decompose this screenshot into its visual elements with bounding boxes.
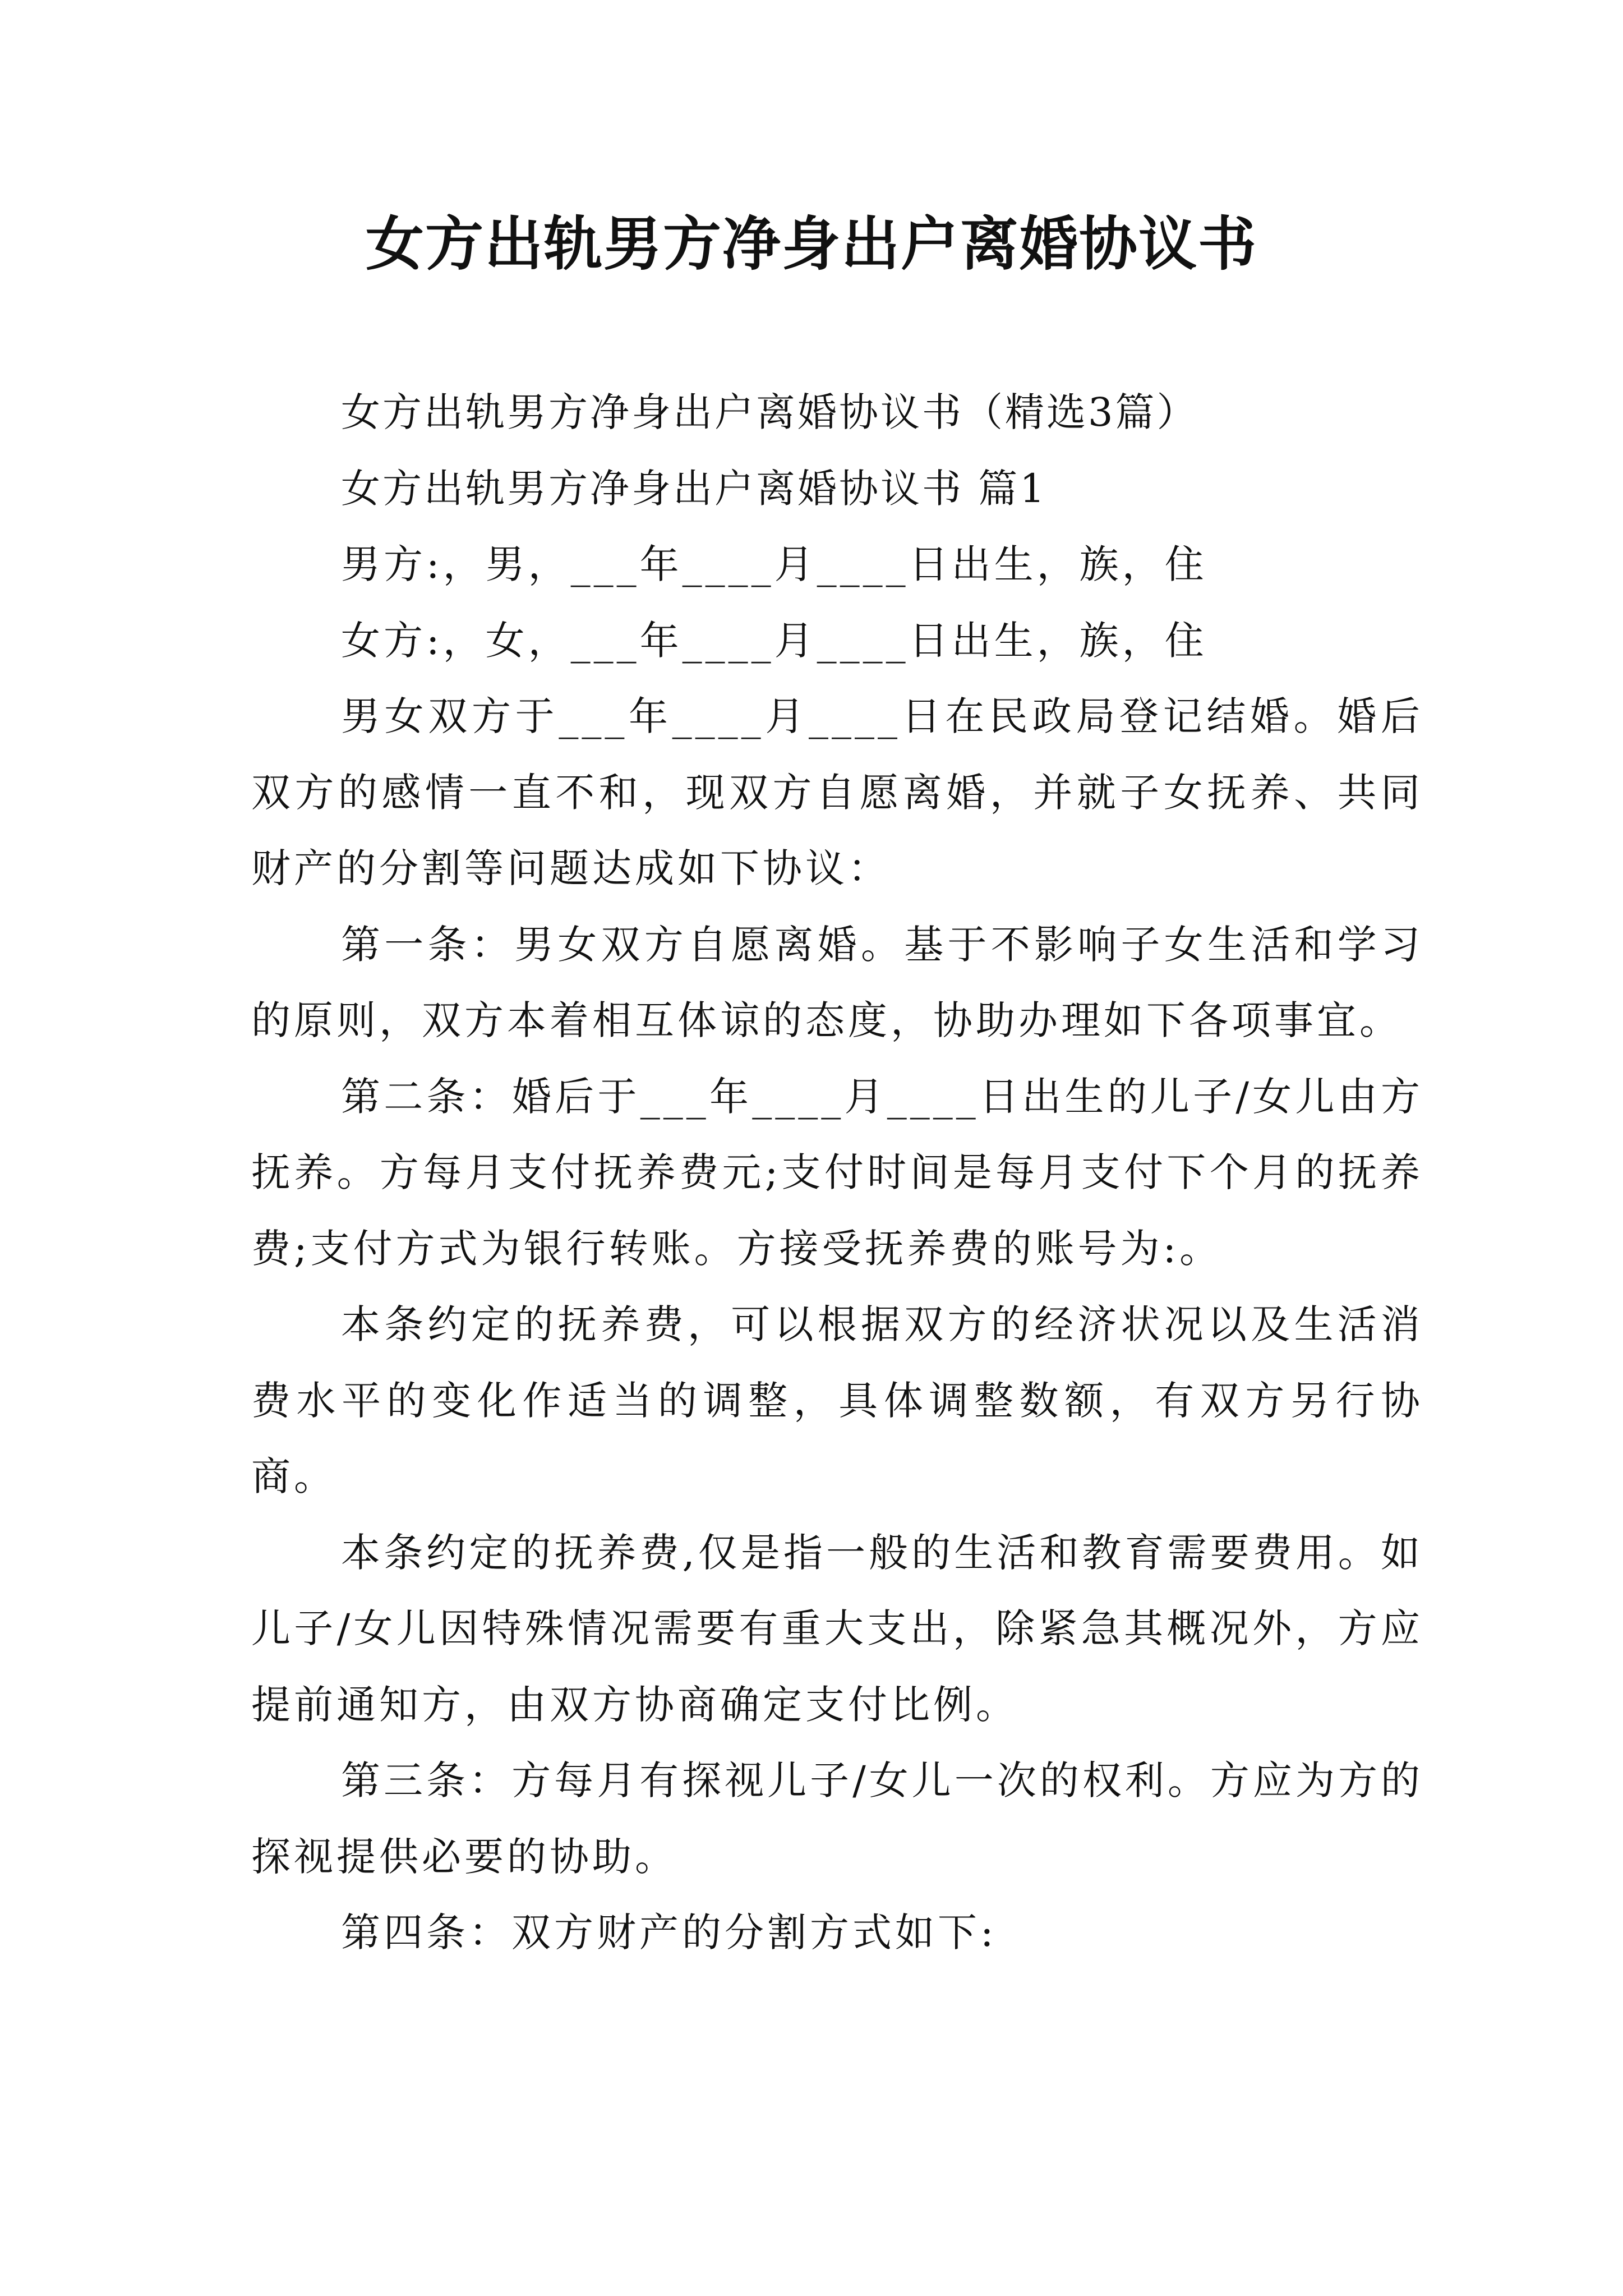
subtitle-part-1: 女方出轨男方净身出户离婚协议书 篇1	[341, 465, 1047, 512]
paragraph-support-adjustment: 本条约定的抚养费，可以根据双方的经济状况以及生活消费水平的变化作适当的调整，具体调整数额，有双方另行协商。	[251, 1301, 1423, 1499]
paragraph-marriage-registration: 男女双方于___年____月____日在民政局登记结婚。婚后双方的感情一直不和，现双方自愿离婚，并就子女抚养、共同财产的分割等问题达成如下协议：	[251, 693, 1423, 891]
paragraph-article-1: 第一条：男女双方自愿离婚。基于不影响子女生活和学习的原则，双方本着相互体谅的态度，协助办理如下各项事宜。	[251, 921, 1423, 1043]
paragraph-article-3: 第三条：方每月有探视儿子/女儿一次的权利。方应为方的探视提供必要的协助。	[251, 1757, 1423, 1880]
paragraph-support-scope: 本条约定的抚养费,仅是指一般的生活和教育需要费用。如儿子/女儿因特殊情况需要有重大支出，除紧急其概况外，方应提前通知方，由双方协商确定支付比例。	[251, 1529, 1423, 1728]
document-body	[251, 375, 1423, 1971]
document-title: 女方出轨男方净身出户离婚协议书	[365, 209, 1257, 278]
paragraph-article-2: 第二条：婚后于___年____月____日出生的儿子/女儿由方抚养。方每月支付抚养费元;支付时间是每月支付下个月的抚养费;支付方式为银行转账。方接受抚养费的账号为:。	[251, 1073, 1423, 1272]
paragraph-male-party: 男方:，男，___年____月____日出生，族，住	[341, 541, 1207, 587]
paragraph-female-party: 女方:，女，___年____月____日出生，族，住	[341, 617, 1207, 664]
subtitle-selection: 女方出轨男方净身出户离婚协议书（精选3篇）	[341, 389, 1198, 435]
paragraph-article-4: 第四条：双方财产的分割方式如下:	[341, 1910, 997, 1955]
